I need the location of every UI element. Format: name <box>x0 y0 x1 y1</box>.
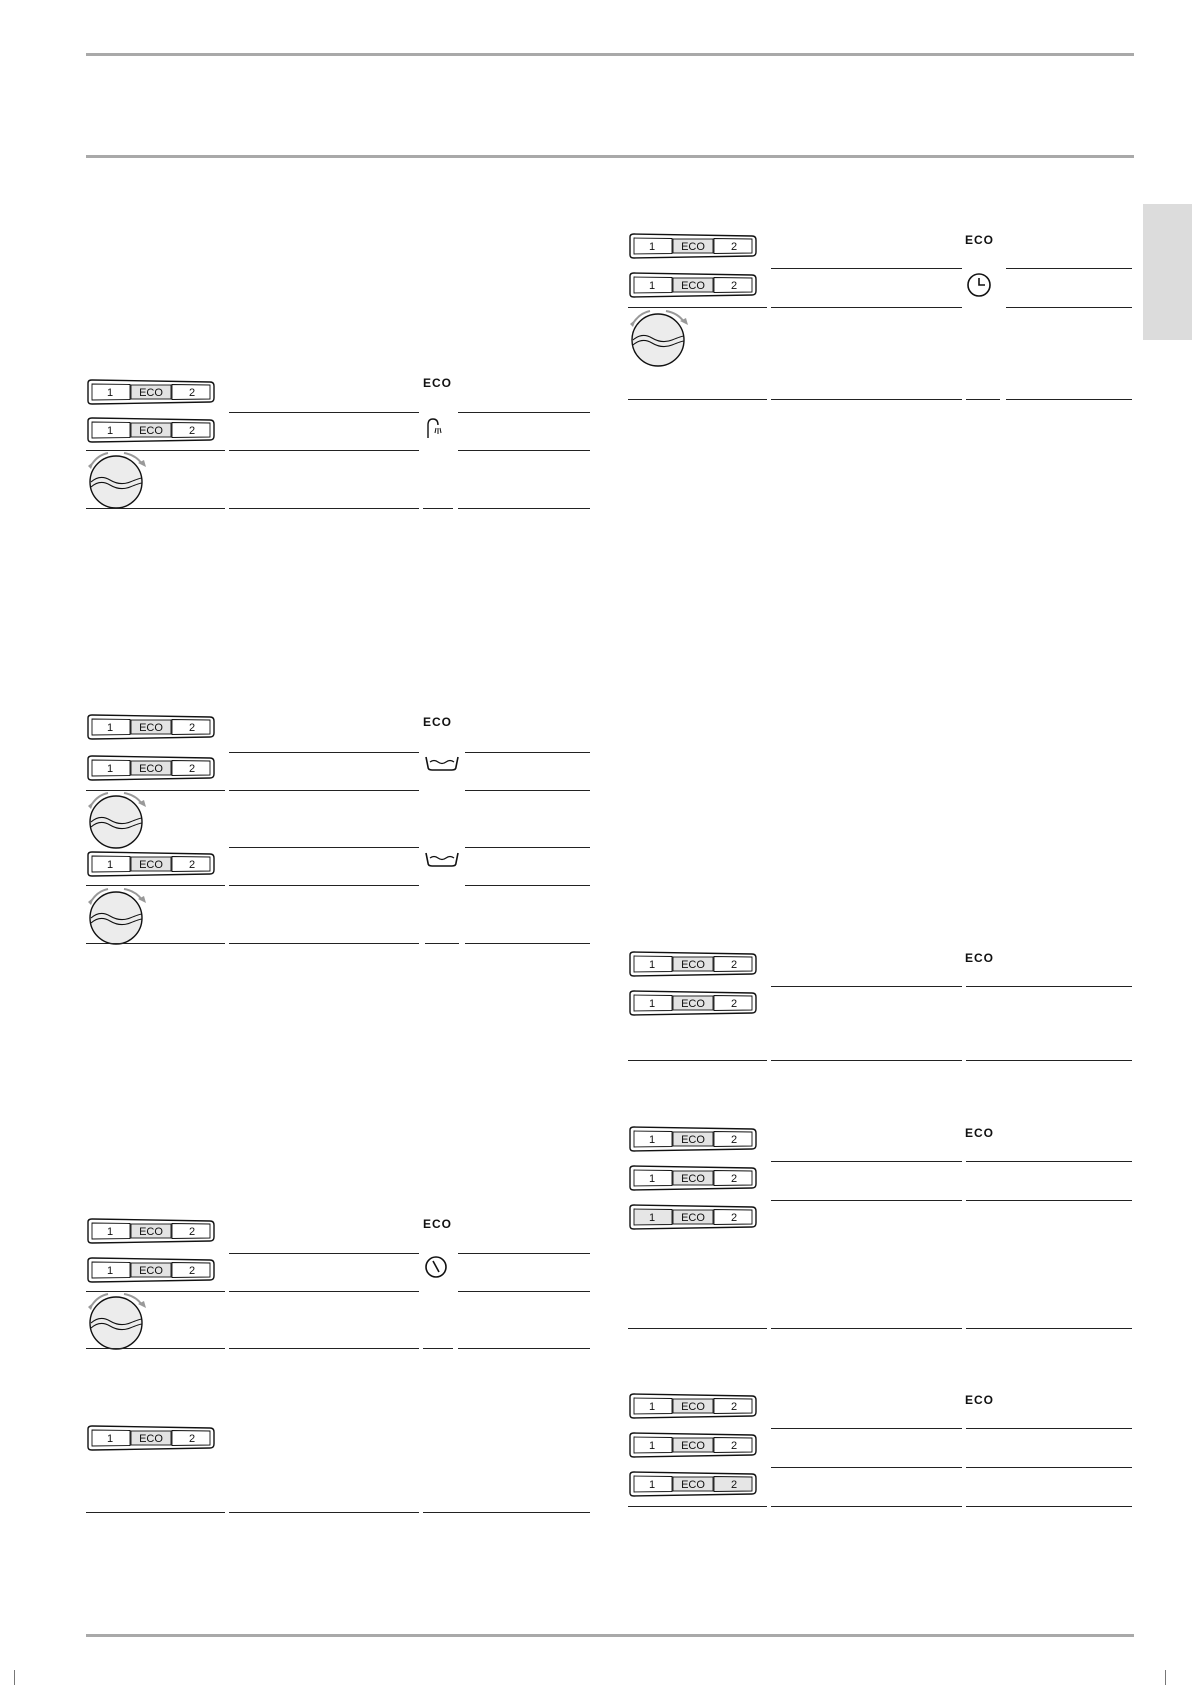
table-line <box>966 1506 1132 1507</box>
key-1-label: 1 <box>648 280 656 292</box>
rotary-knob[interactable] <box>86 792 152 850</box>
table-line <box>771 1428 962 1429</box>
table-line <box>465 847 590 848</box>
table-line <box>465 943 590 944</box>
key-2-label: 2 <box>188 1433 196 1445</box>
key-1-label: 1 <box>648 1173 656 1185</box>
table-line <box>86 1291 225 1292</box>
rotary-knob-icon <box>628 310 694 368</box>
table-line <box>229 1348 419 1349</box>
table-line <box>86 1348 225 1349</box>
key-1-label: 1 <box>106 1226 114 1238</box>
key-eco-label: ECO <box>139 1265 163 1277</box>
control-panel[interactable] <box>628 1126 758 1152</box>
table-line <box>1006 307 1132 308</box>
key-2-label: 2 <box>730 998 738 1010</box>
eco-display-label: ECO <box>965 233 995 247</box>
key-2-label: 2 <box>188 859 196 871</box>
timer-dial-icon <box>424 1255 448 1279</box>
key-2-label: 2 <box>730 280 738 292</box>
crop-mark-right <box>1165 1670 1166 1685</box>
key-1-label: 1 <box>648 1134 656 1146</box>
table-line <box>86 1512 225 1513</box>
key-eco-label: ECO <box>681 959 705 971</box>
key-1-label: 1 <box>648 1440 656 1452</box>
key-eco-label: ECO <box>681 280 705 292</box>
table-line <box>86 790 225 791</box>
table-line <box>458 412 590 413</box>
control-panel[interactable] <box>628 272 758 298</box>
key-2-label: 2 <box>730 1173 738 1185</box>
key-eco-label: ECO <box>681 241 705 253</box>
key-1-label: 1 <box>106 722 114 734</box>
table-line <box>86 508 225 509</box>
table-line <box>229 790 419 791</box>
table-line <box>229 1253 419 1254</box>
rotary-knob[interactable] <box>628 310 694 368</box>
table-line <box>966 1200 1132 1201</box>
control-panel[interactable] <box>628 1165 758 1191</box>
table-line <box>771 399 962 400</box>
footer-rule <box>86 1634 1134 1637</box>
table-line <box>966 986 1132 987</box>
eco-display-label: ECO <box>965 1126 995 1140</box>
table-line <box>229 943 419 944</box>
rotary-knob[interactable] <box>86 1293 152 1351</box>
key-eco-label: ECO <box>681 998 705 1010</box>
table-line <box>966 1428 1132 1429</box>
table-line <box>423 1348 453 1349</box>
key-eco-label: ECO <box>681 1173 705 1185</box>
key-eco-label: ECO <box>681 1440 705 1452</box>
key-1-label: 1 <box>106 763 114 775</box>
table-line <box>771 307 962 308</box>
key-1-label: 1 <box>648 1401 656 1413</box>
table-line <box>628 1060 767 1061</box>
control-panel[interactable] <box>628 990 758 1016</box>
key-eco-label: ECO <box>139 1433 163 1445</box>
key-2-label: 2 <box>188 1265 196 1277</box>
control-panel[interactable] <box>628 1204 758 1230</box>
control-panel[interactable] <box>86 417 216 443</box>
control-panel[interactable] <box>86 1218 216 1244</box>
key-eco-label: ECO <box>681 1401 705 1413</box>
header-rule-bottom <box>86 155 1134 158</box>
key-1-label: 1 <box>106 1433 114 1445</box>
table-line <box>1006 268 1132 269</box>
key-2-label: 2 <box>730 241 738 253</box>
rotary-knob-icon <box>86 888 152 946</box>
table-line <box>771 1506 962 1507</box>
table-line <box>771 1161 962 1162</box>
key-eco-label: ECO <box>139 722 163 734</box>
key-2-label: 2 <box>188 763 196 775</box>
table-line <box>229 847 419 848</box>
table-line <box>458 1253 590 1254</box>
eco-display-label: ECO <box>965 1393 995 1407</box>
key-eco-label: ECO <box>681 1212 705 1224</box>
table-line <box>425 943 459 944</box>
table-line <box>628 1328 767 1329</box>
table-line <box>771 1328 962 1329</box>
table-line <box>229 1512 419 1513</box>
table-line <box>1006 399 1132 400</box>
table-line <box>628 1506 767 1507</box>
clock-icon <box>966 272 990 296</box>
key-eco-label: ECO <box>139 425 163 437</box>
crop-mark-left <box>14 1670 15 1685</box>
eco-display-label: ECO <box>423 1217 453 1231</box>
key-2-label: 2 <box>188 1226 196 1238</box>
key-2-label: 2 <box>188 387 196 399</box>
table-line <box>628 307 767 308</box>
key-2-label: 2 <box>730 1401 738 1413</box>
table-line <box>628 399 767 400</box>
table-line <box>465 790 590 791</box>
rotary-knob[interactable] <box>86 888 152 946</box>
table-line <box>966 399 1000 400</box>
table-line <box>458 508 590 509</box>
control-panel[interactable] <box>628 1432 758 1458</box>
key-1-label: 1 <box>648 241 656 253</box>
table-line <box>771 268 962 269</box>
key-2-label: 2 <box>730 1212 738 1224</box>
rotary-knob[interactable] <box>86 452 152 510</box>
table-line <box>458 1348 590 1349</box>
key-2-label: 2 <box>730 1134 738 1146</box>
table-line <box>966 1060 1132 1061</box>
key-eco-label: ECO <box>139 859 163 871</box>
table-line <box>423 1512 590 1513</box>
rotary-knob-icon <box>86 792 152 850</box>
table-line <box>229 885 419 886</box>
key-1-label: 1 <box>648 1479 656 1491</box>
control-panel[interactable] <box>628 951 758 977</box>
control-panel[interactable] <box>86 851 216 877</box>
table-line <box>86 885 225 886</box>
chapter-side-tab <box>1143 204 1192 340</box>
key-1-label: 1 <box>648 959 656 971</box>
control-panel[interactable] <box>628 1393 758 1419</box>
control-panel[interactable] <box>86 1257 216 1283</box>
table-line <box>458 450 590 451</box>
key-2-label: 2 <box>730 959 738 971</box>
table-line <box>229 752 419 753</box>
table-line <box>771 1060 962 1061</box>
table-line <box>966 1467 1132 1468</box>
rotary-knob-icon <box>86 452 152 510</box>
key-2-label: 2 <box>188 722 196 734</box>
table-line <box>771 986 962 987</box>
key-1-label: 1 <box>648 998 656 1010</box>
table-line <box>966 1328 1132 1329</box>
key-eco-label: ECO <box>139 1226 163 1238</box>
table-line <box>465 752 590 753</box>
control-panel[interactable] <box>86 714 216 740</box>
control-panel[interactable] <box>628 1471 758 1497</box>
control-panel[interactable] <box>86 379 216 405</box>
control-panel[interactable] <box>86 755 216 781</box>
table-line <box>229 1291 419 1292</box>
key-2-label: 2 <box>730 1479 738 1491</box>
key-1-label: 1 <box>648 1212 656 1224</box>
key-eco-label: ECO <box>681 1479 705 1491</box>
table-line <box>771 1200 962 1201</box>
key-1-label: 1 <box>106 387 114 399</box>
table-line <box>229 508 419 509</box>
table-line <box>86 943 225 944</box>
table-line <box>465 885 590 886</box>
table-line <box>229 450 419 451</box>
header-rule-top <box>86 53 1134 56</box>
key-1-label: 1 <box>106 859 114 871</box>
table-line <box>966 1161 1132 1162</box>
key-eco-label: ECO <box>681 1134 705 1146</box>
control-panel[interactable] <box>86 1425 216 1451</box>
shower-icon <box>424 416 448 440</box>
bathtub-icon <box>424 849 448 873</box>
key-1-label: 1 <box>106 1265 114 1277</box>
rotary-knob-icon <box>86 1293 152 1351</box>
eco-display-label: ECO <box>423 376 453 390</box>
table-line <box>771 1467 962 1468</box>
key-2-label: 2 <box>188 425 196 437</box>
control-panel[interactable] <box>628 233 758 259</box>
key-eco-label: ECO <box>139 387 163 399</box>
eco-display-label: ECO <box>965 951 995 965</box>
key-eco-label: ECO <box>139 763 163 775</box>
table-line <box>86 450 225 451</box>
key-1-label: 1 <box>106 425 114 437</box>
eco-display-label: ECO <box>423 715 453 729</box>
bathtub-icon <box>424 753 448 777</box>
table-line <box>458 1291 590 1292</box>
table-line <box>229 412 419 413</box>
table-line <box>423 508 453 509</box>
key-2-label: 2 <box>730 1440 738 1452</box>
